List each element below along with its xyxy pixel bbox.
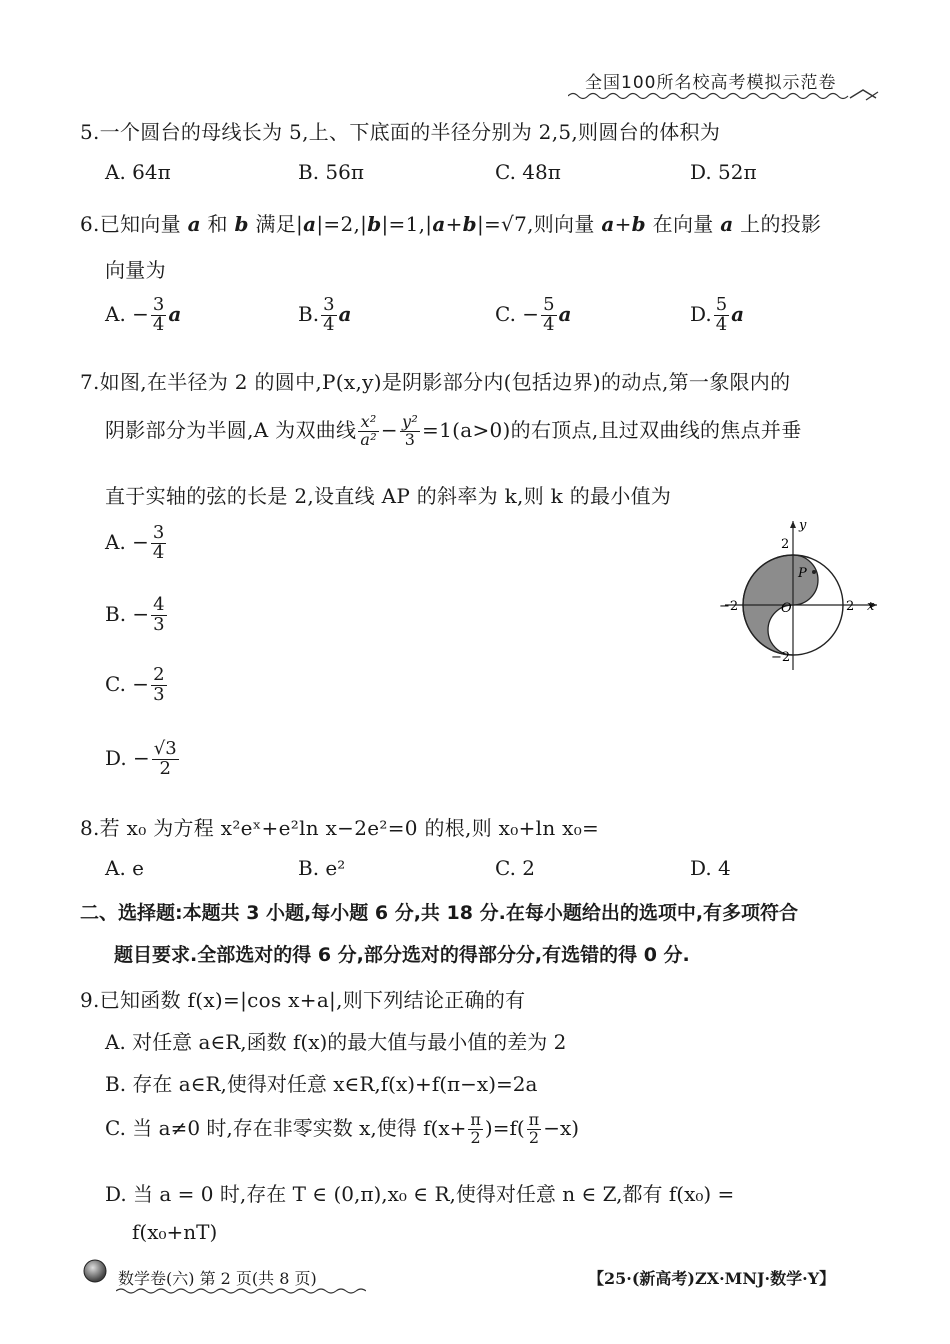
q6-option-a[interactable]: A. − $\frac{3}{4}$ a [105, 294, 182, 335]
tick-right: 2 [846, 599, 855, 614]
q7-stem-line1: 7.如图,在半径为 2 的圆中,P(x,y)是阴影部分内(包括边界)的动点,第一象限内的 [80, 370, 791, 394]
section2-heading-line1: 二、选择题:本题共 3 小题,每小题 6 分,共 18 分.在每小题给出的选项中,有多项符合 [80, 902, 799, 924]
footer-circle-icon [82, 1258, 108, 1284]
q7-option-c[interactable]: C. − $\frac{2}{3}$ [105, 664, 165, 705]
origin-label: O [781, 601, 792, 616]
q8-stem: 8.若 x₀ 为方程 x²eˣ+e²ln x−2e²=0 的根,则 x₀+ln x₀= [80, 816, 600, 840]
q9-option-c[interactable]: C. 当 a≠0 时,存在非零实数 x,使得 f(x+ $\frac{\pi}{2}$ )=f( $\frac{\pi}{2}$ −x) [105, 1110, 580, 1147]
q6-option-b[interactable]: B. $\frac{3}{4}$ a [298, 294, 352, 335]
q8-option-c[interactable]: C. 2 [495, 856, 536, 880]
point-p-label: P [798, 566, 807, 581]
q6-stem-line2: 向量为 [105, 258, 166, 282]
q6-option-c[interactable]: C. − $\frac{5}{4}$ a [495, 294, 572, 335]
tick-top: 2 [781, 537, 790, 552]
footer-exam-code: 【25·(新高考)ZX·MNJ·数学·Y】 [588, 1269, 836, 1288]
footer-wavy-line [116, 1286, 366, 1296]
x-axis-label: x [867, 599, 875, 614]
footer-page-info: 数学卷(六) 第 2 页(共 8 页) [118, 1269, 317, 1288]
q8-option-d[interactable]: D. 4 [690, 856, 731, 880]
q9-option-b[interactable]: B. 存在 a∈R,使得对任意 x∈R,f(x)+f(π−x)=2a [105, 1072, 538, 1096]
q9-option-d-line2: f(x₀+nT) [132, 1220, 218, 1244]
q5-option-d[interactable]: D. 52π [690, 160, 757, 184]
q6-stem-line1: 6.已知向量 a 和 b 满足|a|=2,|b|=1,|a+b|=√7,则向量 a+b 在向量 a 上的投影 [80, 212, 822, 236]
y-axis-label: y [799, 518, 807, 533]
header-title: 全国100所名校高考模拟示范卷 [585, 73, 837, 93]
tick-left: −2 [719, 599, 739, 614]
q7-figure [705, 515, 895, 675]
header-wavy-decoration [568, 88, 888, 102]
q6-option-d[interactable]: D. $\frac{5}{4}$ a [690, 294, 745, 335]
q5-stem: 5.一个圆台的母线长为 5,上、下底面的半径分别为 2,5,则圆台的体积为 [80, 120, 721, 144]
q5-option-c[interactable]: C. 48π [495, 160, 561, 184]
q7-option-d[interactable]: D. − $\frac{√3}{2}$ [105, 738, 177, 779]
q7-stem-line2: 阴影部分为半圆,A 为双曲线 $\frac{\text{x²}}{\text{a²}}$ − $\frac{\text{y²}}{3}$ =1(a>0)的右顶点,且过双曲线的焦点并垂 [105, 412, 802, 449]
q8-option-a[interactable]: A. e [105, 856, 144, 880]
q9-option-d-line1[interactable]: D. 当 a = 0 时,存在 T ∈ (0,π),x₀ ∈ R,使得对任意 n ∈ Z,都有 f(x₀) = [105, 1182, 735, 1206]
section2-heading-line2: 题目要求.全部选对的得 6 分,部分选对的得部分分,有选错的得 0 分. [114, 944, 690, 966]
q5-option-a[interactable]: A. 64π [105, 160, 171, 184]
q9-stem: 9.已知函数 f(x)=|cos x+a|,则下列结论正确的有 [80, 988, 526, 1012]
q7-option-a[interactable]: A. − $\frac{3}{4}$ [105, 522, 165, 563]
q7-stem-line3: 直于实轴的弦的长是 2,设直线 AP 的斜率为 k,则 k 的最小值为 [105, 484, 672, 508]
q8-option-b[interactable]: B. e² [298, 856, 346, 880]
q7-option-b[interactable]: B. − $\frac{4}{3}$ [105, 594, 165, 635]
q5-option-b[interactable]: B. 56π [298, 160, 365, 184]
tick-bottom: −2 [771, 650, 791, 665]
q9-option-a[interactable]: A. 对任意 a∈R,函数 f(x)的最大值与最小值的差为 2 [105, 1030, 567, 1054]
point-p [812, 570, 816, 574]
